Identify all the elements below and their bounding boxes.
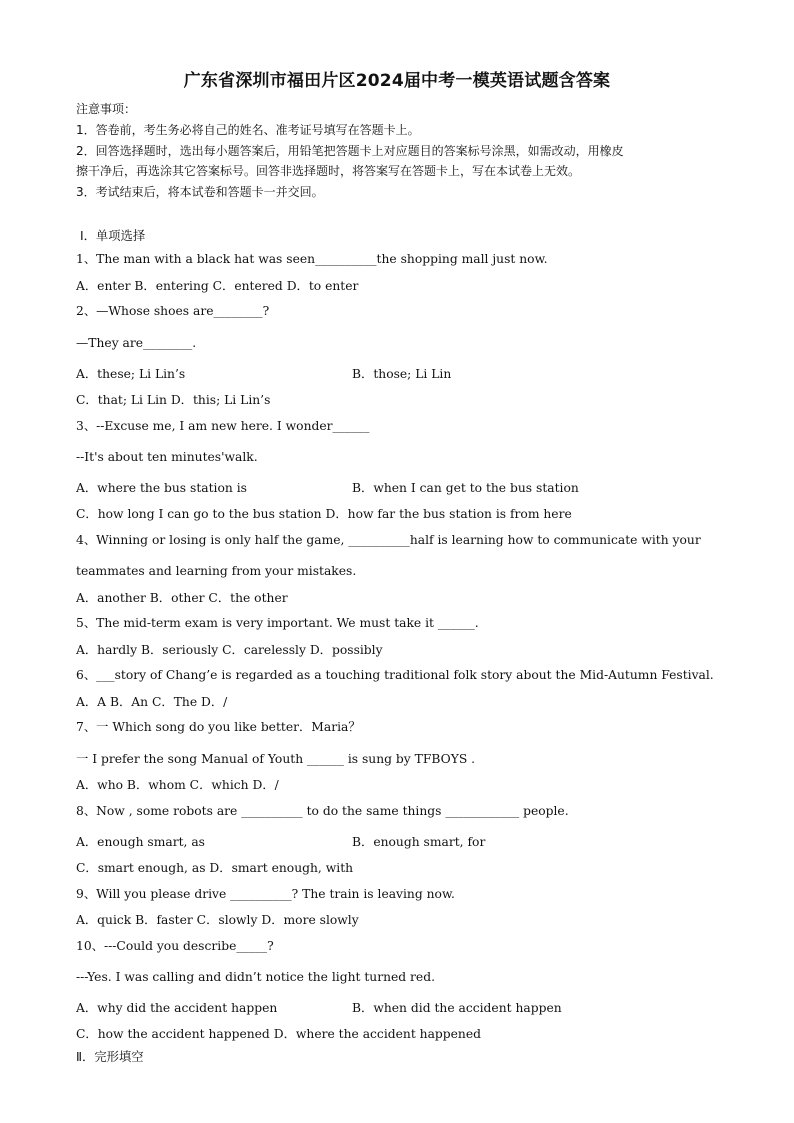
q4-options: A．another B．other C．the other [76,591,288,605]
q7-reply: 一 I prefer the song Manual of Youth ______ is sung by TFBOYS . [76,752,476,766]
q6-stem: 6、___story of Chang’e is regarded as a touching traditional folk story about the Mid-Autumn Festival. [76,668,714,682]
q10-reply: ---Yes. I was calling and didn’t notice the light turned red. [76,970,435,984]
q10-option-b: B．when did the accident happen [352,1001,562,1015]
exam-title: 广东省深圳市福田片区2024届中考一模英语试题含答案 [183,71,611,91]
q9-options: A．quick B．faster C．slowly D．more slowly [76,913,359,927]
q1-stem: 1、The man with a black hat was seen__________the shopping mall just now. [76,252,548,266]
note-1: 1．答卷前，考生务必将自己的姓名、准考证号填写在答题卡上。 [76,123,420,137]
q7-options: A．who B．whom C．which D．/ [76,778,279,792]
q2-option-a: A．these; Li Lin’s [76,367,186,381]
q5-options: A．hardly B．seriously C．carelessly D．possibly [76,643,383,657]
q3-option-b: B．when I can get to the bus station [352,481,579,495]
q2-reply: —They are________. [76,336,197,350]
q2-option-b: B．those; Li Lin [352,367,452,381]
q8-stem: 8、Now , some robots are __________ to do the same things ____________ people. [76,804,569,818]
q2-stem: 2、—Whose shoes are________? [76,304,270,318]
q3-stem: 3、--Excuse me, I am new here. I wonder______ [76,419,370,433]
q9-stem: 9、Will you please drive __________? The train is leaving now. [76,887,455,901]
section-heading-2: Ⅱ．完形填空 [76,1050,144,1064]
q10-options-cd: C．how the accident happened D．where the accident happened [76,1027,482,1041]
q7-stem: 7、一 Which song do you like better．Maria？ [76,720,361,734]
note-2a: 2．回答选择题时，选出每小题答案后，用铅笔把答题卡上对应题目的答案标号涂黑，如需改动，用橡皮 [76,144,624,158]
q10-stem: 10、---Could you describe_____? [76,939,274,953]
q4-stem: 4、Winning or losing is only half the game, __________half is learning how to communicate with your [76,533,701,547]
q2-options-cd: C．that; Li Lin D．this; Li Lin’s [76,393,271,407]
note-3: 3．考试结束后，将本试卷和答题卡一并交回。 [76,185,324,199]
q6-options: A．A B．An C．The D．/ [76,695,228,709]
q4-stem-cont: teammates and learning from your mistakes. [76,564,357,578]
q10-option-a: A．why did the accident happen [76,1001,278,1015]
notes-heading: 注意事项： [76,102,137,116]
q8-options-cd: C．smart enough, as D．smart enough, with [76,861,354,875]
q8-option-b: B．enough smart, for [352,835,486,849]
q3-options-cd: C．how long I can go to the bus station D．how far the bus station is from here [76,507,572,521]
q3-reply: --It's about ten minutes'walk. [76,450,258,464]
q1-options: A．enter B．entering C．entered D．to enter [76,279,359,293]
section-heading-1: Ⅰ．单项选择 [80,229,146,243]
q3-option-a: A．where the bus station is [76,481,247,495]
q8-option-a: A．enough smart, as [76,835,205,849]
q5-stem: 5、The mid-term exam is very important. We must take it ______. [76,616,479,630]
note-2b: 擦干净后，再选涂其它答案标号。回答非选择题时，将答案写在答题卡上，写在本试卷上无效。 [76,164,581,178]
